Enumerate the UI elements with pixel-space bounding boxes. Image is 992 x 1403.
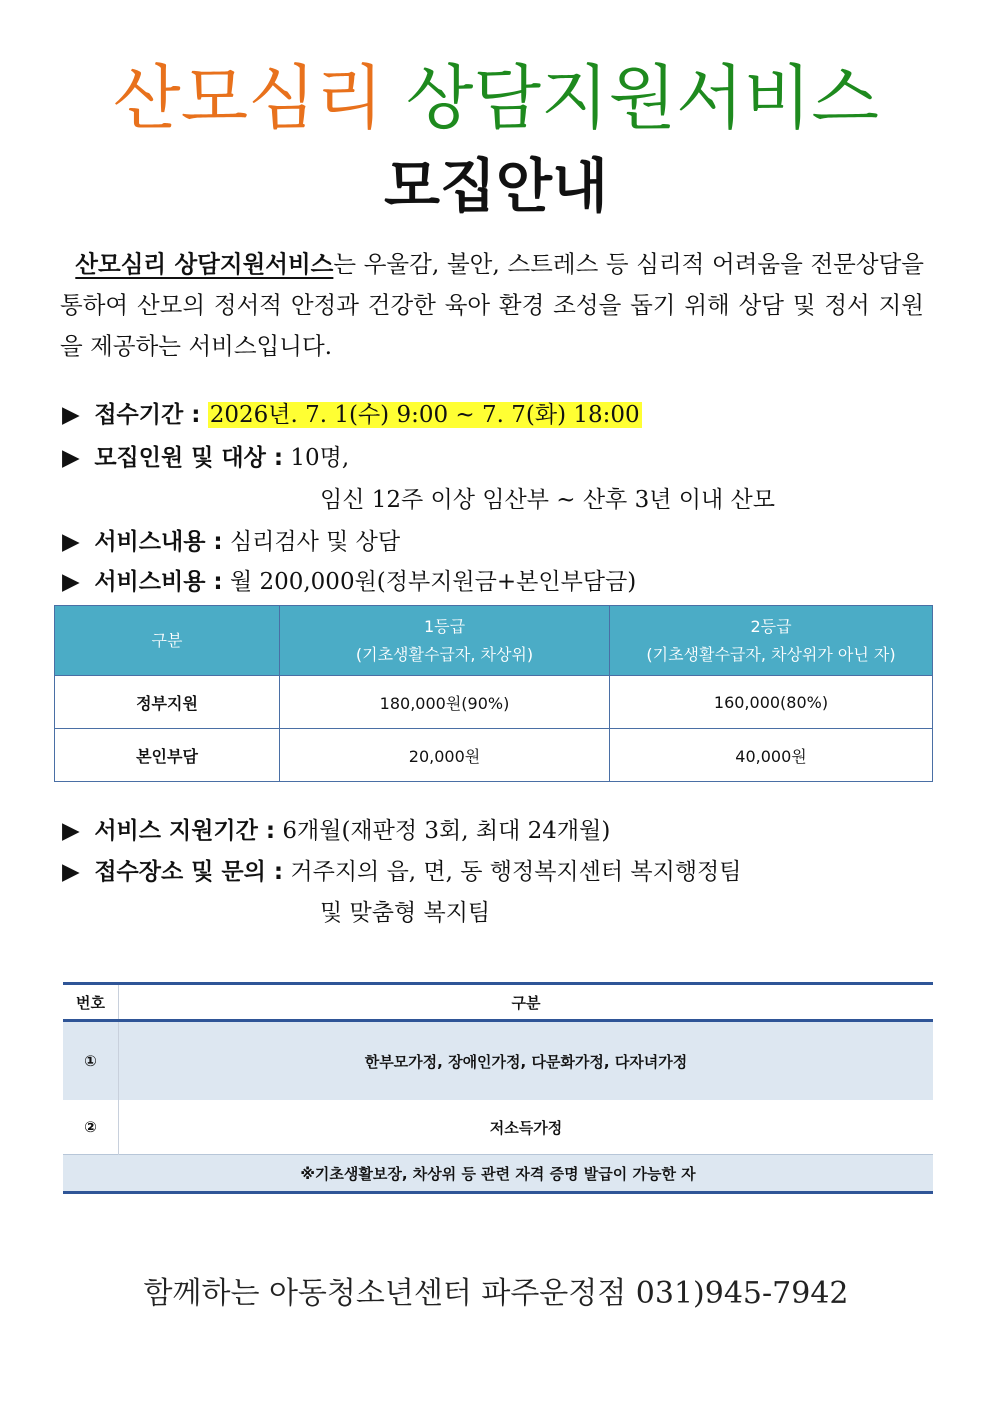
- grade2-amount: 40,000원: [610, 729, 933, 782]
- item-cost: [62, 566, 636, 598]
- main-title: [0, 48, 992, 148]
- row-category: 저소득가정: [119, 1100, 934, 1155]
- subtitle: 모집안내: [383, 152, 609, 220]
- content-value: 심리검사 및 상담: [229, 529, 401, 555]
- table-row: [63, 1100, 933, 1155]
- title-part-2: 상담지원서비스: [405, 57, 880, 139]
- triangle-bullet-icon: ▶: [62, 445, 80, 471]
- grade1-amount: 20,000원: [280, 729, 610, 782]
- recruit-label: 모집인원 및 대상 :: [94, 445, 284, 471]
- cost-label: 서비스비용 :: [94, 569, 223, 595]
- item-duration: [62, 815, 610, 847]
- triangle-bullet-icon: ▶: [62, 529, 80, 555]
- grade2-title: 2등급: [750, 616, 792, 636]
- place-value: 거주지의 읍, 면, 동 행정복지센터 복지행정팀: [290, 859, 742, 885]
- title-part-1: 산모심리: [112, 57, 384, 139]
- intro-paragraph: [60, 244, 924, 367]
- row-label: 본인부담: [55, 729, 280, 782]
- duration-label: 서비스 지원기간 :: [94, 818, 276, 844]
- content-label: 서비스내용 :: [94, 529, 223, 555]
- row-number: ②: [63, 1100, 119, 1155]
- period-value: 2026년. 7. 1(수) 9:00 ~ 7. 7(화) 18:00: [209, 402, 640, 428]
- fee-header-grade1: [280, 606, 610, 676]
- recruit-value: 10명,: [290, 445, 350, 471]
- item-place: [62, 856, 742, 888]
- recruit-value-2: 임신 12주 이상 임산부 ~ 산후 3년 이내 산모: [320, 487, 775, 513]
- table-row: [55, 729, 933, 782]
- table-row: [63, 1021, 933, 1101]
- row-category: 한부모가정, 장애인가정, 다문화가정, 다자녀가정: [119, 1021, 934, 1101]
- item-period: [62, 399, 642, 431]
- grade1-amount: 180,000원(90%): [280, 676, 610, 729]
- fee-header-category: 구분: [55, 606, 280, 676]
- period-label: 접수기간 :: [94, 402, 201, 428]
- triangle-bullet-icon: ▶: [62, 402, 80, 428]
- triangle-bullet-icon: ▶: [62, 569, 80, 595]
- table-row: [55, 676, 933, 729]
- place-value-2: 및 맞춤형 복지팀: [320, 900, 491, 926]
- place-label: 접수장소 및 문의 :: [94, 859, 284, 885]
- grade1-desc: (기초생활수급자, 차상위): [355, 644, 534, 664]
- fee-table: [54, 605, 933, 782]
- row-number: ①: [63, 1021, 119, 1101]
- cat-header-category: 구분: [119, 984, 934, 1021]
- item-content: [62, 526, 400, 558]
- intro-lead: 산모심리 상담지원서비스: [75, 250, 334, 278]
- triangle-bullet-icon: ▶: [62, 859, 80, 885]
- grade2-desc: (기초생활수급자, 차상위가 아닌 자): [646, 644, 896, 664]
- fee-header-grade2: [610, 606, 933, 676]
- triangle-bullet-icon: ▶: [62, 818, 80, 844]
- cat-header-num: 번호: [63, 984, 119, 1021]
- category-table: [63, 982, 933, 1194]
- intro-body: 는 우울감, 불안, 스트레스 등 심리적 어려움을 전문상담을 통하여 산모의 정서적 안정과 건강한 육아 환경 조성을 돕기 위해 상담 및 정서 지원을 제공하는 서비스입니다.: [60, 250, 924, 360]
- item-recruit: [62, 442, 349, 474]
- footer-contact: 함께하는 아동청소년센터 파주운정점 031)945-7942: [143, 1276, 849, 1311]
- row-label: 정부지원: [55, 676, 280, 729]
- grade1-title: 1등급: [423, 616, 466, 636]
- table-note-row: [63, 1155, 933, 1193]
- duration-value: 6개월(재판정 3회, 최대 24개월): [282, 818, 611, 844]
- grade2-amount: 160,000(80%): [610, 676, 933, 729]
- table-note: ※기초생활보장, 차상위 등 관련 자격 증명 발급이 가능한 자: [63, 1155, 933, 1193]
- cost-value: 월 200,000원(정부지원금+본인부담금): [229, 569, 637, 595]
